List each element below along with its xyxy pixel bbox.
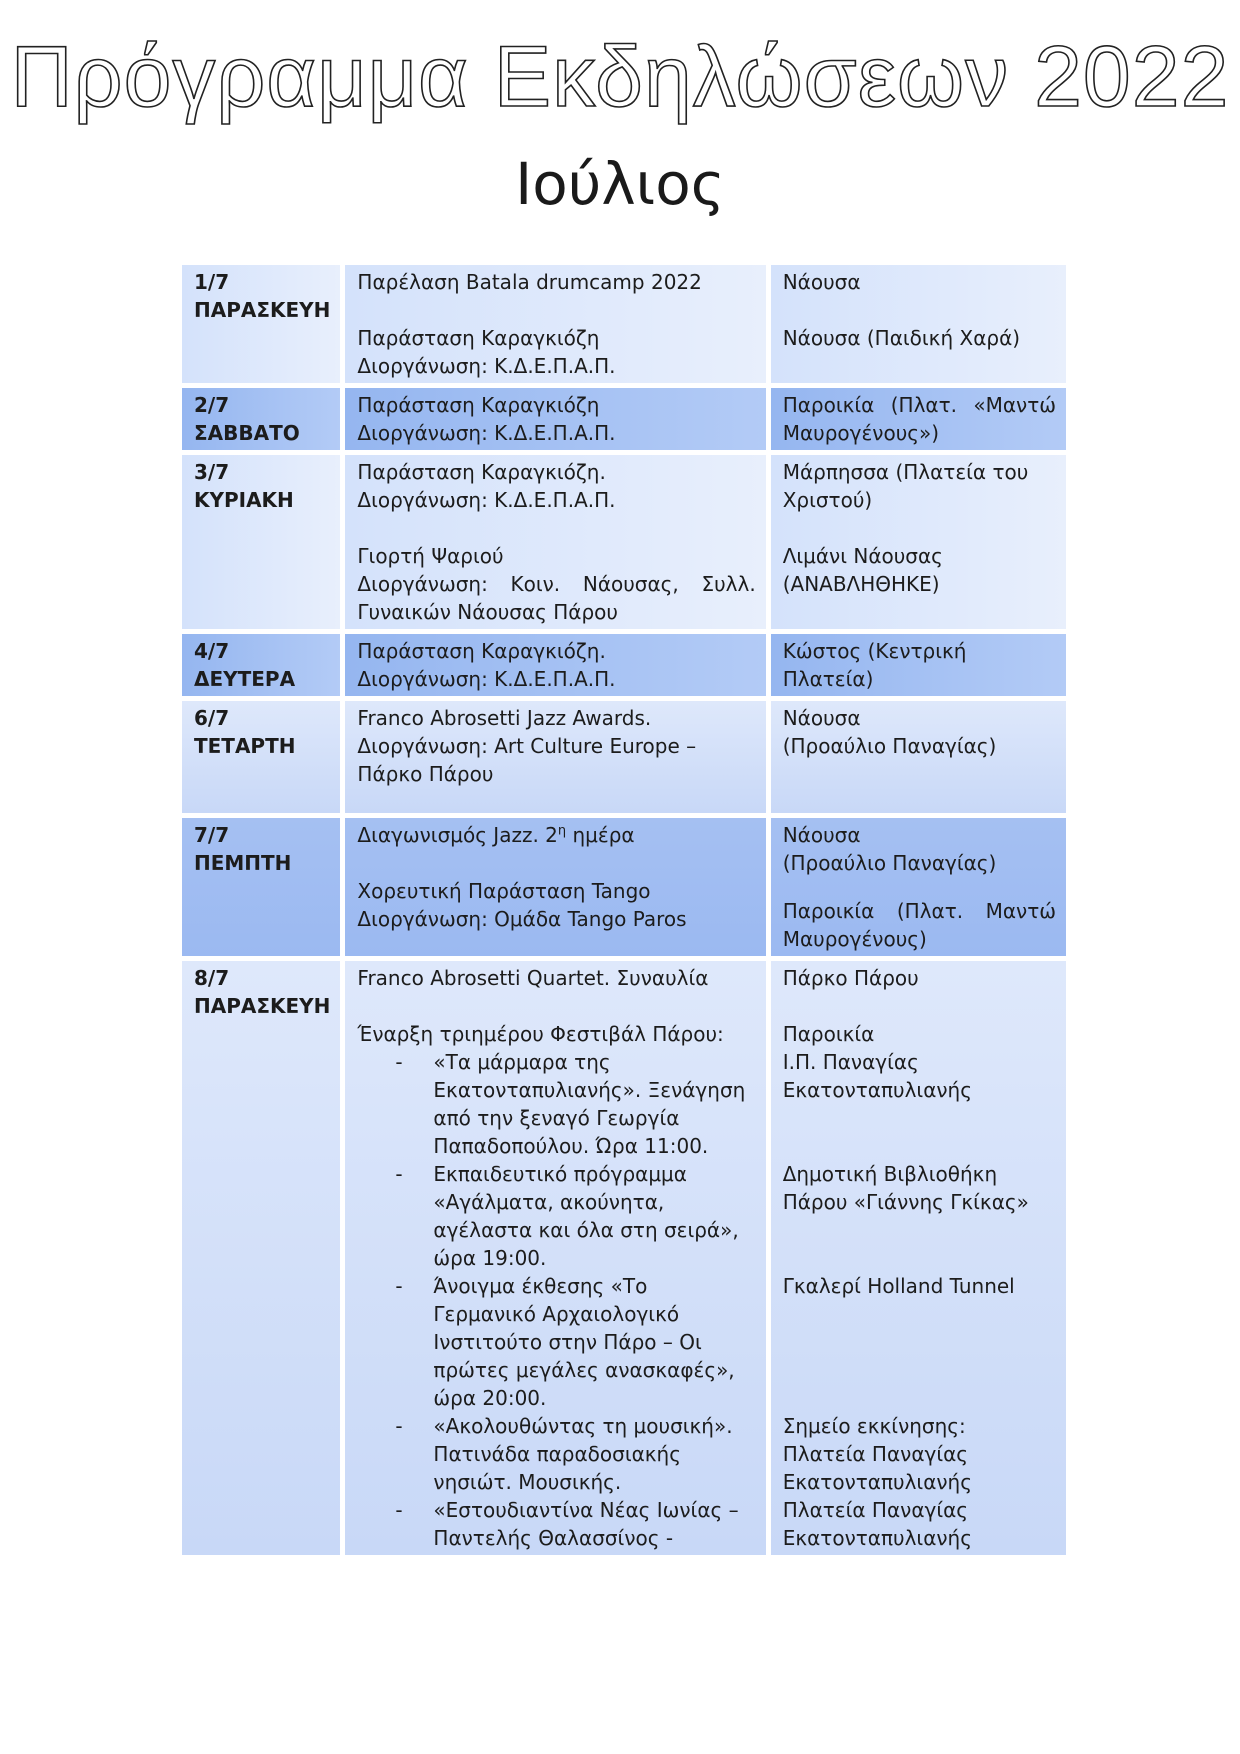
- table-row: [182, 265, 1066, 383]
- list-item: [357, 1272, 755, 1412]
- list-item-line: Πατινάδα παραδοσιακής: [433, 1442, 681, 1466]
- weekday-label: ΠΑΡΑΣΚΕΥΗ: [194, 298, 331, 322]
- weekday-label: ΚΥΡΙΑΚΗ: [194, 488, 294, 512]
- date-cell: [182, 701, 340, 813]
- place-cell: [771, 818, 1066, 956]
- place-line: Χριστού): [782, 488, 873, 512]
- place-line: Νάουσα (Παιδική Χαρά): [782, 326, 1021, 350]
- list-item-line: - «Εστουδιαντίνα Νέας Ιωνίας –: [433, 1498, 739, 1522]
- list-item: [357, 1496, 755, 1552]
- event-line: Διοργάνωση: Κοιν. Νάουσας, Συλλ.: [357, 572, 756, 596]
- place-line: Πλατεία Παναγίας: [782, 1442, 969, 1466]
- date-cell: [182, 634, 340, 696]
- event-line: Παράσταση Καραγκιόζη: [357, 326, 600, 350]
- event-cell: [345, 455, 765, 629]
- list-item: [357, 1412, 755, 1496]
- list-item-line: - «Τα μάρμαρα της: [433, 1050, 611, 1074]
- place-cell: [771, 961, 1066, 1555]
- place-cell: [771, 265, 1066, 383]
- event-line: Παρέλαση Batala drumcamp 2022: [357, 270, 702, 294]
- date-cell: [182, 818, 340, 956]
- place-line: (ΑΝΑΒΛΗΘΗΚΕ): [782, 572, 940, 596]
- event-line: Διοργάνωση: Ομάδα Tango Paros: [357, 907, 687, 931]
- table-row: [182, 961, 1066, 1555]
- place-line: Πάρου «Γιάννης Γκίκας»: [782, 1190, 1029, 1214]
- date-cell: [182, 455, 340, 629]
- place-line: Εκατονταπυλιανής: [782, 1526, 972, 1550]
- place-line: Πάρκο Πάρου: [782, 966, 919, 990]
- list-item-line: ώρα 20:00.: [433, 1386, 547, 1410]
- place-line: Παροικία (Πλατ. Μαντώ: [782, 899, 1056, 923]
- event-line: Παράσταση Καραγκιόζη.: [357, 460, 606, 484]
- festival-intro: Έναρξη τριημέρου Φεστιβάλ Πάρου:: [357, 1022, 724, 1046]
- date-label: 2/7: [194, 393, 230, 417]
- event-cell: [345, 634, 765, 696]
- event-line: Διοργάνωση: Κ.Δ.Ε.Π.Α.Π.: [357, 354, 616, 378]
- event-line: Γυναικών Νάουσας Πάρου: [357, 600, 618, 624]
- ordinal-superscript: η: [557, 823, 567, 839]
- place-line: Γκαλερί Holland Tunnel: [782, 1274, 1015, 1298]
- event-line: Διοργάνωση: Κ.Δ.Ε.Π.Α.Π.: [357, 421, 616, 445]
- events-table: [177, 260, 1071, 1560]
- place-line: Εκατονταπυλιανής: [782, 1470, 972, 1494]
- event-cell: [345, 265, 765, 383]
- event-line: Franco Abrosetti Jazz Awards.: [357, 706, 652, 730]
- place-line: Νάουσα: [782, 270, 861, 294]
- table-row: [182, 634, 1066, 696]
- place-line: Μαυρογένους): [782, 927, 927, 951]
- list-item-line: Παπαδοπούλου. Ώρα 11:00.: [433, 1134, 709, 1158]
- event-line: Franco Abrosetti Quartet. Συναυλία: [357, 966, 709, 990]
- place-line: Εκατονταπυλιανής: [782, 1078, 972, 1102]
- event-line: Γιορτή Ψαριού: [357, 544, 504, 568]
- list-item-line: Γερμανικό Αρχαιολογικό: [433, 1302, 680, 1326]
- event-line: Παράσταση Καραγκιόζη.: [357, 639, 606, 663]
- place-line: Νάουσα: [782, 823, 861, 847]
- date-cell: [182, 961, 340, 1555]
- event-line: [357, 821, 755, 849]
- place-cell: [771, 388, 1066, 450]
- list-item-line: «Αγάλματα, ακούνητα,: [433, 1190, 665, 1214]
- event-cell: [345, 388, 765, 450]
- place-cell: [771, 701, 1066, 813]
- list-item-line: από την ξεναγό Γεωργία: [433, 1106, 680, 1130]
- event-line: Διοργάνωση: Κ.Δ.Ε.Π.Α.Π.: [357, 667, 616, 691]
- place-line: Ι.Π. Παναγίας: [782, 1050, 919, 1074]
- list-item-line: Εκατονταπυλιανής». Ξενάγηση: [433, 1078, 746, 1102]
- weekday-label: ΤΕΤΑΡΤΗ: [194, 734, 296, 758]
- event-line: Χορευτική Παράσταση Tango: [357, 879, 651, 903]
- table-row: [182, 818, 1066, 956]
- date-cell: [182, 265, 340, 383]
- event-line: Πάρκο Πάρου: [357, 762, 494, 786]
- place-line: Πλατεία Παναγίας: [782, 1498, 969, 1522]
- event-line: Διοργάνωση: Art Culture Europe –: [357, 734, 697, 758]
- place-line: Μάρπησσα (Πλατεία του: [782, 460, 1029, 484]
- list-item-line: - Άνοιγμα έκθεσης «Το: [433, 1274, 648, 1298]
- list-item-line: αγέλαστα και όλα στη σειρά»,: [433, 1218, 739, 1242]
- place-line: Δημοτική Βιβλιοθήκη: [782, 1162, 998, 1186]
- place-line: Λιμάνι Νάουσας: [782, 544, 943, 568]
- list-item-line: - Εκπαιδευτικό πρόγραμμα: [433, 1162, 687, 1186]
- date-label: 8/7: [194, 966, 230, 990]
- place-line: (Προαύλιο Παναγίας): [782, 734, 997, 758]
- place-line: Σημείο εκκίνησης:: [782, 1414, 966, 1438]
- date-label: 6/7: [194, 706, 230, 730]
- date-label: 7/7: [194, 823, 230, 847]
- place-line: Παροικία (Πλατ. «Μαντώ: [782, 393, 1056, 417]
- page-title: Πρόγραμμα Εκδηλώσεων 2022: [10, 29, 1230, 125]
- list-item-line: ώρα 19:00.: [433, 1246, 547, 1270]
- list-item-line: Ινστιτούτο στην Πάρο – Οι: [433, 1330, 702, 1354]
- date-label: 4/7: [194, 639, 230, 663]
- list-item-line: νησιώτ. Μουσικής.: [433, 1470, 622, 1494]
- place-cell: [771, 634, 1066, 696]
- event-cell: [345, 701, 765, 813]
- table-row: [182, 701, 1066, 813]
- list-item-line: Παντελής Θαλασσίνος -: [433, 1526, 674, 1550]
- place-line: Πλατεία): [782, 667, 874, 691]
- weekday-label: ΣΑΒΒΑΤΟ: [194, 421, 300, 445]
- date-label: 3/7: [194, 460, 230, 484]
- event-text: ημέρα: [566, 823, 635, 847]
- weekday-label: ΠΑΡΑΣΚΕΥΗ: [194, 994, 331, 1018]
- place-line: Κώστος (Κεντρική: [782, 639, 967, 663]
- list-item: [357, 1048, 755, 1160]
- event-cell: [345, 818, 765, 956]
- place-line: Μαυρογένους»): [782, 421, 940, 445]
- date-cell: [182, 388, 340, 450]
- event-text: Διαγωνισμός Jazz. 2: [357, 823, 558, 847]
- table-row: [182, 455, 1066, 629]
- place-line: Νάουσα: [782, 706, 861, 730]
- place-line: (Προαύλιο Παναγίας): [782, 851, 997, 875]
- event-line: Διοργάνωση: Κ.Δ.Ε.Π.Α.Π.: [357, 488, 616, 512]
- table-row: [182, 388, 1066, 450]
- list-item: [357, 1160, 755, 1272]
- date-label: 1/7: [194, 270, 230, 294]
- event-line: Παράσταση Καραγκιόζη: [357, 393, 600, 417]
- place-line: Παροικία: [782, 1022, 875, 1046]
- list-item-line: πρώτες μεγάλες ανασκαφές»,: [433, 1358, 735, 1382]
- weekday-label: ΠΕΜΠΤΗ: [194, 851, 292, 875]
- event-cell: [345, 961, 765, 1555]
- weekday-label: ΔΕΥΤΕΡΑ: [194, 667, 296, 691]
- festival-list: [357, 1048, 755, 1552]
- month-heading: Ιούλιος: [515, 150, 725, 218]
- list-item-line: - «Ακολουθώντας τη μουσική».: [433, 1414, 733, 1438]
- place-cell: [771, 455, 1066, 629]
